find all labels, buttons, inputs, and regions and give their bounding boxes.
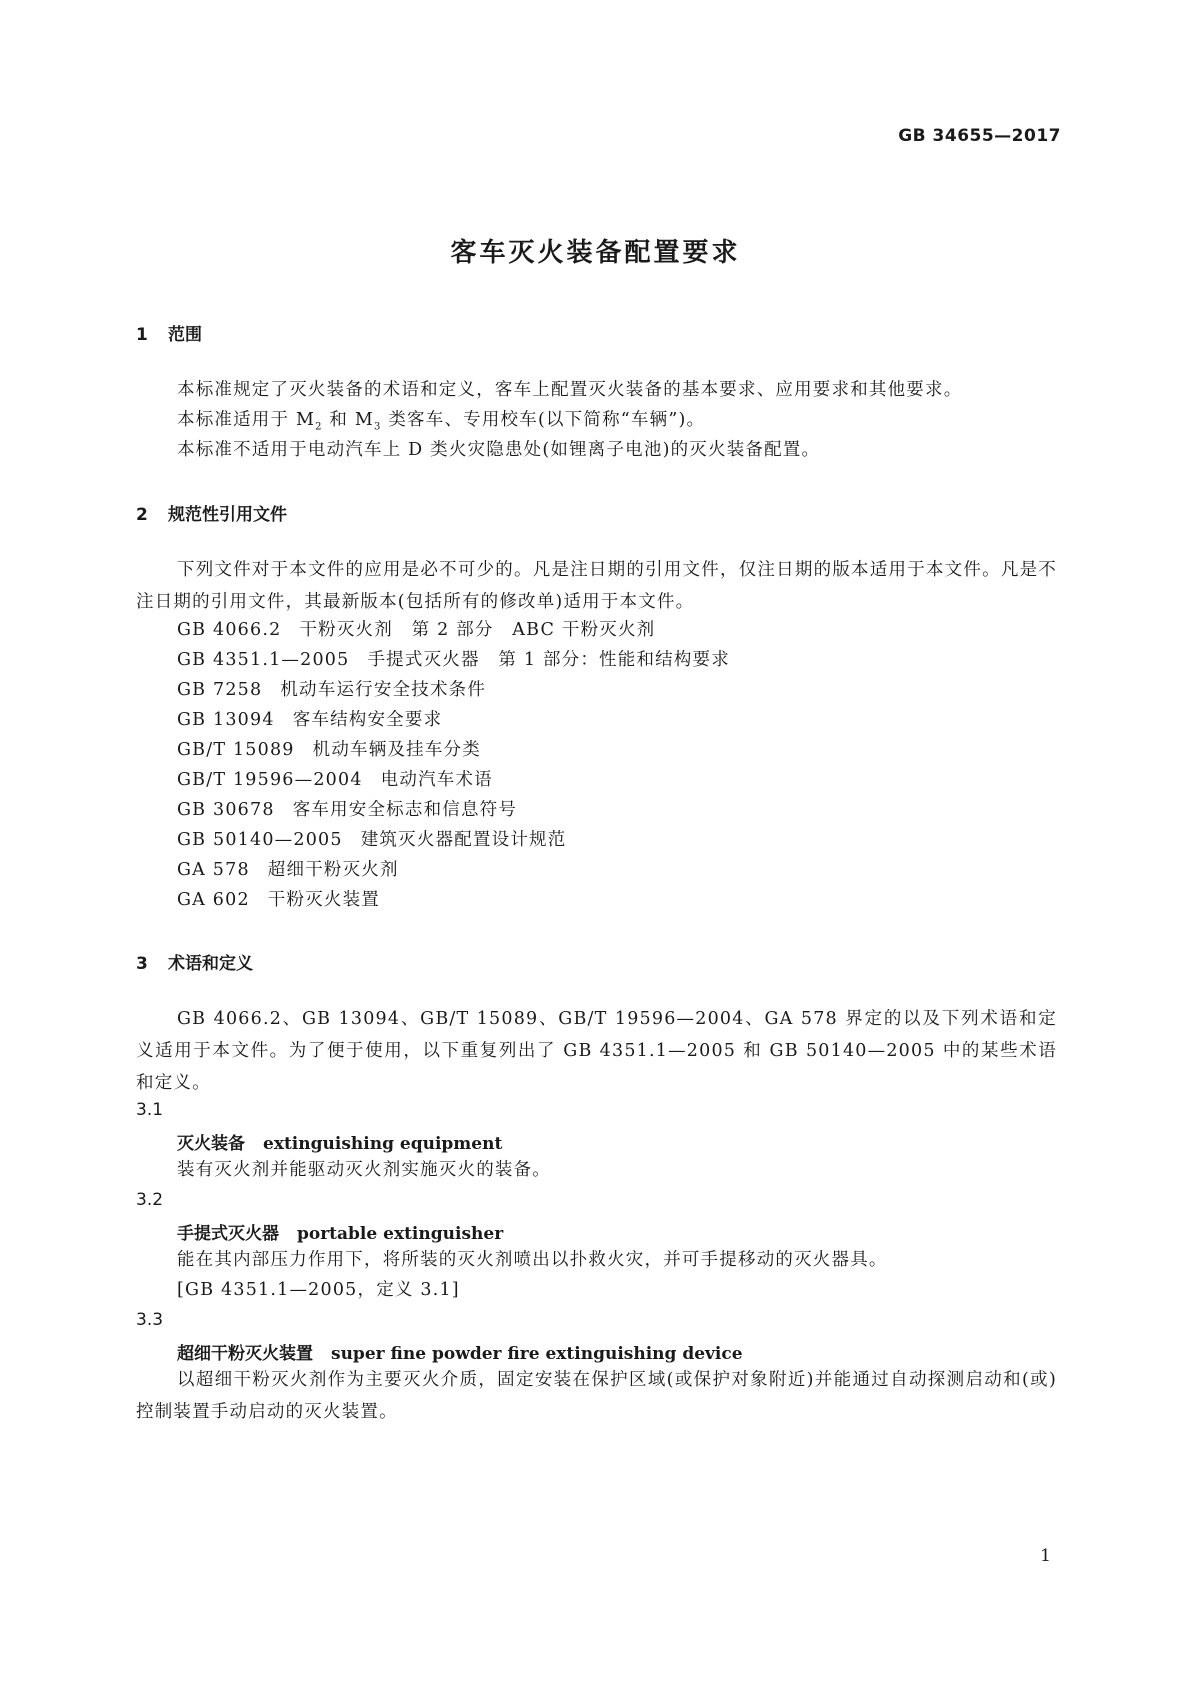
- section-2-heading: [136, 500, 287, 525]
- term-definition: 装有灭火剂并能驱动灭火剂实施灭火的装备。: [177, 1160, 551, 1180]
- clause-number: 3.2: [136, 1190, 164, 1210]
- reference-item: GB 30678 客车用安全标志和信息符号: [177, 800, 518, 820]
- term-entry: 超细干粉灭火装置 super fine powder fire extinguishing device: [177, 1344, 743, 1364]
- section-number: 2: [136, 505, 148, 525]
- term-source: [GB 4351.1—2005，定义 3.1]: [177, 1280, 460, 1300]
- reference-item: GB 4066.2 干粉灭火剂 第 2 部分 ABC 干粉灭火剂: [177, 620, 656, 640]
- reference-item: GA 578 超细干粉灭火剂: [177, 860, 399, 880]
- clause-number: 3.3: [136, 1310, 164, 1330]
- reference-item: GB/T 15089 机动车辆及挂车分类: [177, 740, 481, 760]
- section-1-heading: [136, 320, 202, 345]
- section-number: 1: [136, 325, 148, 345]
- section-3-heading: [136, 949, 253, 974]
- section-title: 规范性引用文件: [168, 505, 287, 525]
- scope-paragraph: 本标准适用于 $M_2$ 和 $M_3$ 类客车、专用校车(以下简称“车辆”)。: [177, 410, 706, 433]
- document-title: 客车灭火装备配置要求: [450, 238, 741, 268]
- standard-code: GB 34655—2017: [898, 126, 1061, 146]
- reference-item: GB 4351.1—2005 手提式灭火器 第 1 部分：性能和结构要求: [177, 650, 730, 670]
- reference-item: GA 602 干粉灭火装置: [177, 890, 380, 910]
- reference-item: GB 50140—2005 建筑灭火器配置设计规范: [177, 830, 567, 850]
- section-number: 3: [136, 954, 148, 974]
- reference-item: GB 7258 机动车运行安全技术条件: [177, 680, 487, 700]
- clause-number: 3.1: [136, 1100, 164, 1120]
- reference-item: GB/T 19596—2004 电动汽车术语: [177, 770, 493, 790]
- references-intro: 下列文件对于本文件的应用是必不可少的。凡是注日期的引用文件，仅注日期的版本适用于本文件。凡是不注日期的引用文件，其最新版本(包括所有的修改单)适用于本文件。: [136, 560, 1057, 612]
- term-entry: 手提式灭火器 portable extinguisher: [177, 1224, 504, 1244]
- term-definition: 能在其内部压力作用下，将所装的灭火剂喷出以扑救火灾，并可手提移动的灭火器具。: [177, 1250, 888, 1270]
- section-title: 术语和定义: [168, 954, 253, 974]
- terms-intro: GB 4066.2、GB 13094、GB/T 15089、GB/T 19596—2004、GA 578 界定的以及下列术语和定义适用于本文件。为了便于使用，以下重复列出了 GB 4351.1—2005 和 GB 50140—2005 中的某些术语和定义。: [136, 1009, 1057, 1093]
- reference-item: GB 13094 客车结构安全要求: [177, 710, 443, 730]
- section-title: 范围: [168, 325, 202, 345]
- term-entry: 灭火装备 extinguishing equipment: [177, 1134, 503, 1154]
- scope-paragraph: 本标准规定了灭火装备的术语和定义，客车上配置灭火装备的基本要求、应用要求和其他要求。: [177, 380, 963, 400]
- page-number: 1: [1040, 1546, 1051, 1566]
- term-definition: 以超细干粉灭火剂作为主要灭火介质，固定安装在保护区域(或保护对象附近)并能通过自动探测启动和(或)控制装置手动启动的灭火装置。: [136, 1370, 1057, 1422]
- scope-paragraph: 本标准不适用于电动汽车上 D 类火灾隐患处(如锂离子电池)的灭火装备配置。: [177, 440, 821, 460]
